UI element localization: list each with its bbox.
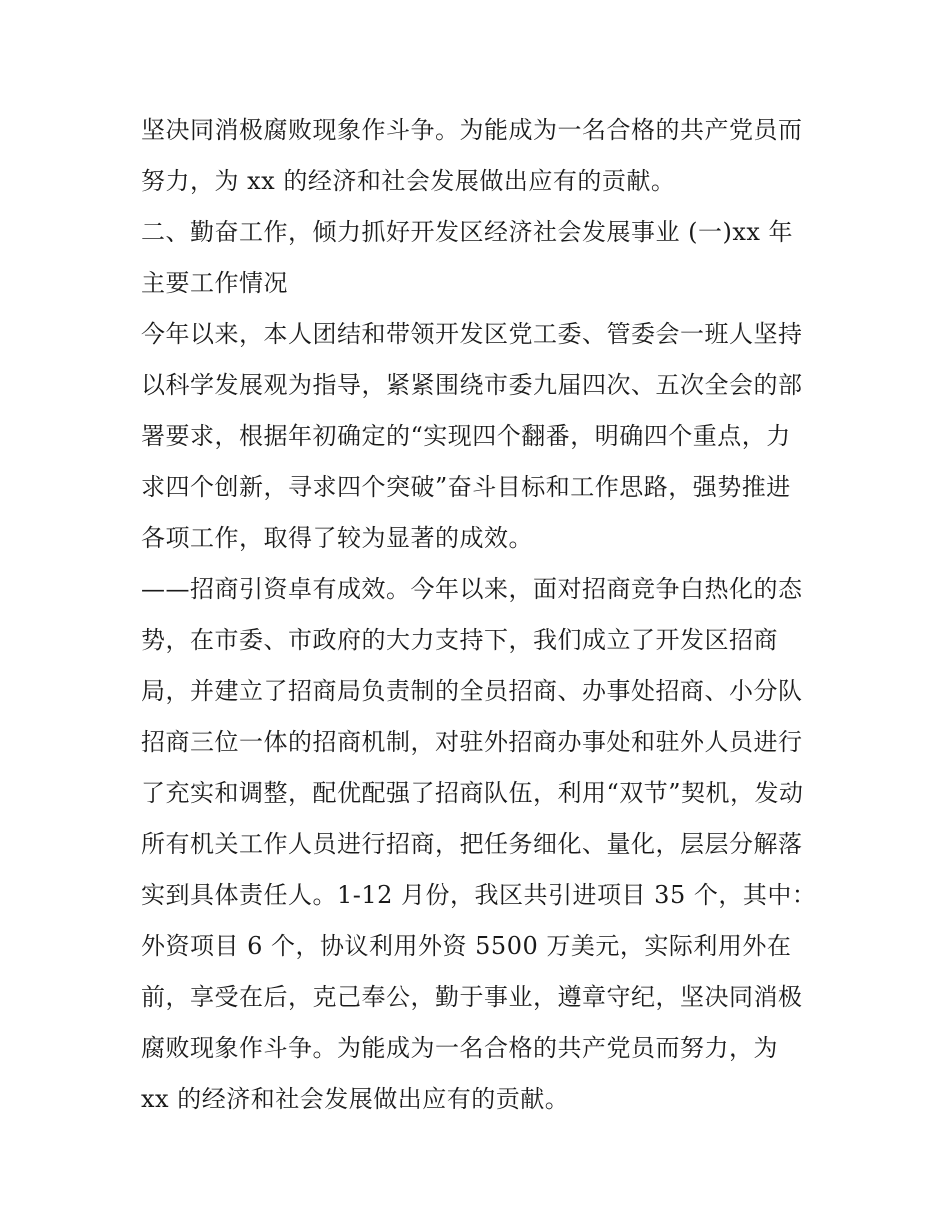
text-line: 势，在市委、市政府的大力支持下，我们成立了开发区招商 [141,626,778,654]
text-line: 所有机关工作人员进行招商，把任务细化、量化，层层分解落 [141,830,803,858]
text-line: 以科学发展观为指导，紧紧围绕市委九届四次、五次全会的部 [141,371,803,399]
text-line: 招商三位一体的招商机制，对驻外招商办事处和驻外人员进行 [141,728,803,756]
text-line: 外资项目 6 个，协议利用外资 5500 万美元，实际利用外在 [141,932,792,960]
text-line: 坚决同消极腐败现象作斗争。为能成为一名合格的共产党员而 [141,116,803,144]
section-heading: 主要工作情况 [141,269,288,297]
text-line: xx 的经济和社会发展做出应有的贡献。 [141,1085,570,1113]
text-line: 署要求，根据年初确定的“实现四个翻番，明确四个重点，力 [141,422,791,450]
text-line: 求四个创新，寻求四个突破”奋斗目标和工作思路，强势推进 [141,473,791,501]
text-line: ——招商引资卓有成效。今年以来，面对招商竞争白热化的态 [141,575,803,603]
text-line: 今年以来，本人团结和带领开发区党工委、管委会一班人坚持 [141,320,803,348]
text-line: 了充实和调整，配优配强了招商队伍，利用“双节”契机，发动 [141,779,804,807]
text-line: 前，享受在后，克己奉公，勤于事业，遵章守纪，坚决同消极 [141,983,803,1011]
text-line: 实到具体责任人。1-12 月份，我区共引进项目 35 个，其中： [141,881,817,909]
document-body [141,105,821,1125]
text-line: 局，并建立了招商局负责制的全员招商、办事处招商、小分队 [141,677,803,705]
text-line: 腐败现象作斗争。为能成为一名合格的共产党员而努力，为 [141,1034,778,1062]
section-heading: 二、勤奋工作，倾力抓好开发区经济社会发展事业 (一)xx 年 [141,218,794,246]
text-line: 努力，为 xx 的经济和社会发展做出应有的贡献。 [141,167,676,195]
text-line: 各项工作，取得了较为显著的成效。 [141,524,533,552]
